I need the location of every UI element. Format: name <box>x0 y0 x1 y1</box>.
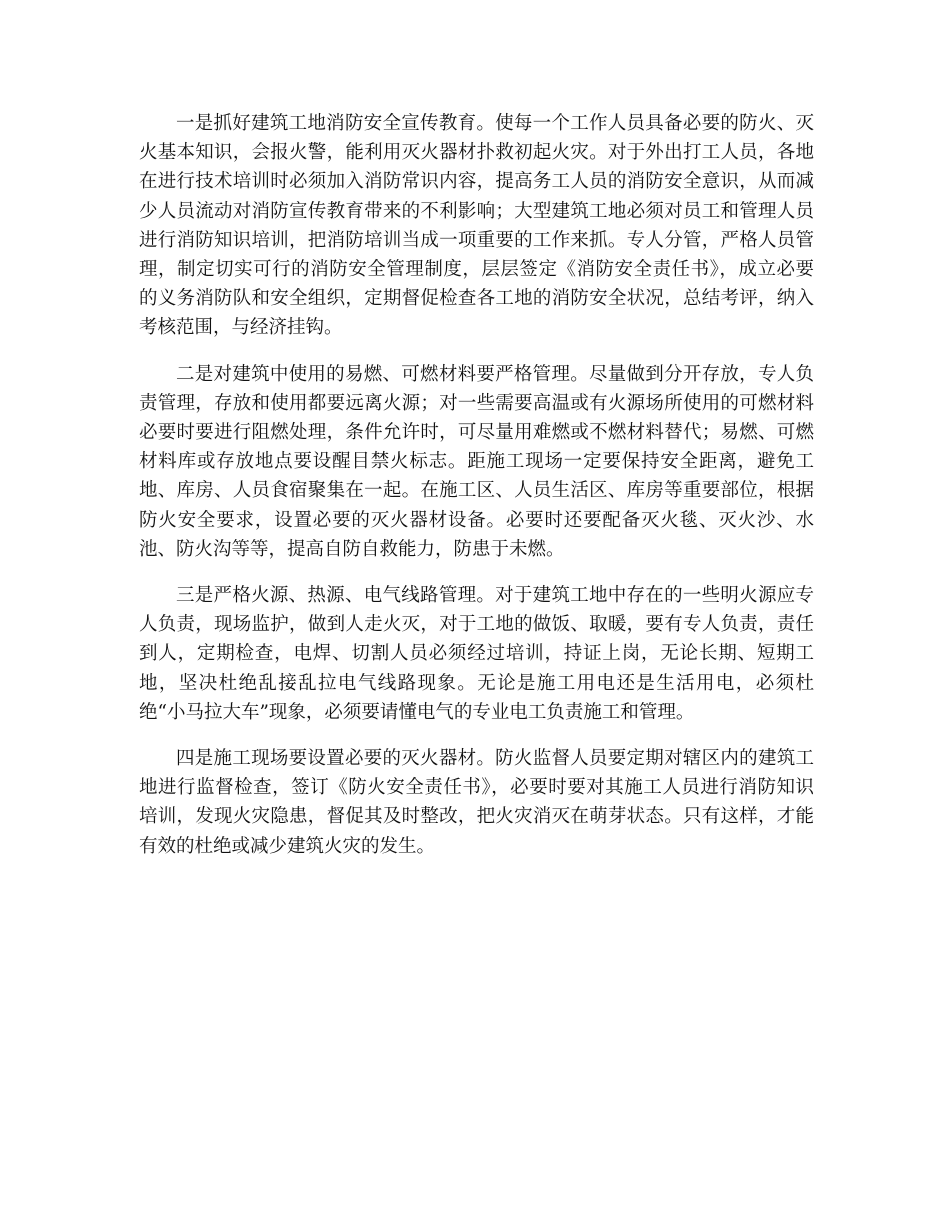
document-body <box>139 109 814 878</box>
paragraph-3: 三是严格火源、热源、电气线路管理。对于建筑工地中存在的一些明火源应专人负责，现场监护，做到人走火灭，对于工地的做饭、取暖，要有专人负责，责任到人，定期检查，电焊、切割人员必须经过培训，持证上岗，无论长期、短期工地，坚决杜绝乱接乱拉电气线路现象。无论是施工用电还是生活用电，必须杜绝“小马拉大车”现象，必须要请懂电气的专业电工负责施工和管理。 <box>139 585 814 723</box>
paragraph-4: 四是施工现场要设置必要的灭火器材。防火监督人员要定期对辖区内的建筑工地进行监督检查，签订《防火安全责任书》，必要时要对其施工人员进行消防知识培训，发现火灾隐患，督促其及时整改，把火灾消灭在萌芽状态。只有这样，才能有效的杜绝或减少建筑火灾的发生。 <box>139 748 814 857</box>
paragraph-1: 一是抓好建筑工地消防安全宣传教育。使每一个工作人员具备必要的防火、灭火基本知识，会报火警，能利用灭火器材扑救初起火灾。对于外出打工人员，各地在进行技术培训时必须加入消防常识内容，提高务工人员的消防安全意识，从而减少人员流动对消防宣传教育带来的不利影响；大型建筑工地必须对员工和管理人员进行消防知识培训，把消防培训当成一项重要的工作来抓。专人分管，严格人员管理，制定切实可行的消防安全管理制度，层层签定《消防安全责任书》，成立必要的义务消防队和安全组织，定期督促检查各工地的消防安全状况，总结考评，纳入考核范围，与经济挂钩。 <box>139 113 814 339</box>
paragraph-2: 二是对建筑中使用的易燃、可燃材料要严格管理。尽量做到分开存放，专人负责管理，存放和使用都要远离火源；对一些需要高温或有火源场所使用的可燃材料必要时要进行阻燃处理，条件允许时，可尽量用难燃或不燃材料替代；易燃、可燃材料库或存放地点要设醒目禁火标志。距施工现场一定要保持安全距离，避免工地、库房、人员食宿聚集在一起。在施工区、人员生活区、库房等重要部位，根据防火安全要求，设置必要的灭火器材设备。必要时还要配备灭火毯、灭火沙、水池、防火沟等等，提高自防自救能力，防患于未燃。 <box>139 363 814 560</box>
